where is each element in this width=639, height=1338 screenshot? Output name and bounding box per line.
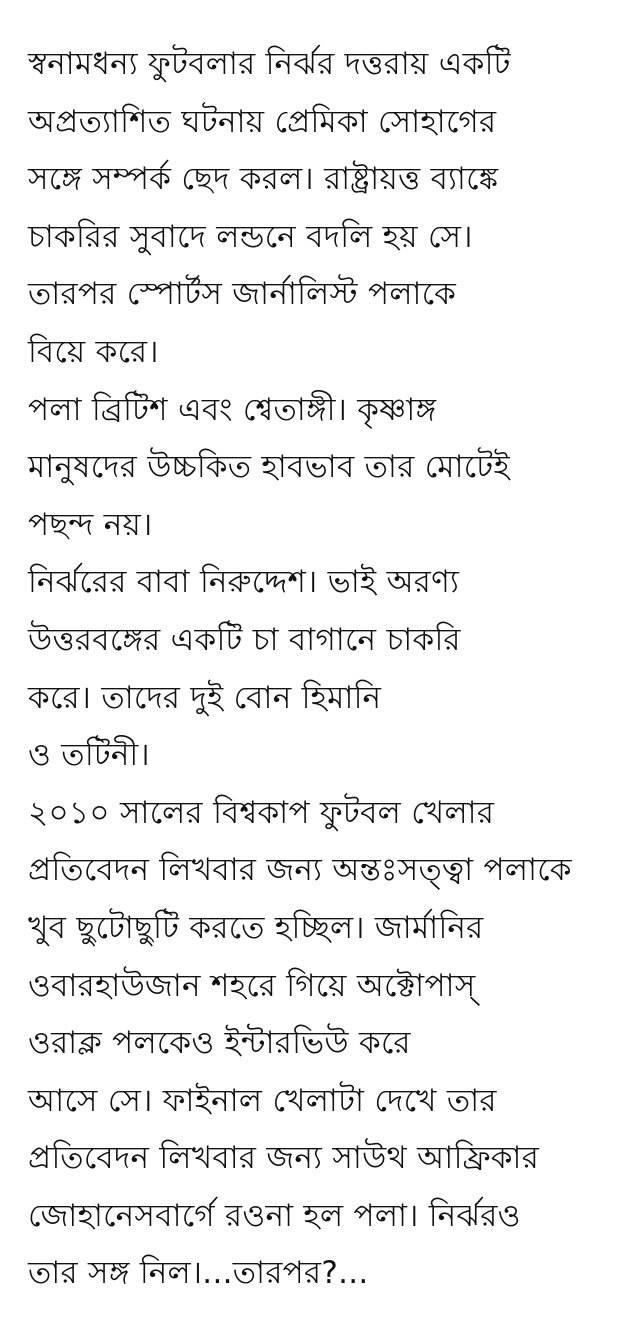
text-line: তার সঙ্গ নিল।...তারপর?... [28,1255,369,1292]
text-line: জোহানেসবার্গে রওনা হল পলা। নির্ঝরও [28,1197,521,1234]
text-line: বিয়ে করে। [28,333,159,370]
text-line: উত্তরবঙ্গের একটি চা বাগানে চাকরি [28,621,461,658]
text-line: সঙ্গে সম্পর্ক ছেদ করল। রাষ্ট্রায়ত্ত ব্যাঙ্কে [28,161,499,198]
text-line: স্বনামধন্য ফুটবলার নির্ঝর দত্তরায় একটি [28,46,511,82]
text-line: খুব ছুটোছুটি করতে হচ্ছিল। জার্মানির [28,909,484,946]
text-line: ওবারহাউজান শহরে গিয়ে অক্টোপাস্ [28,967,476,1004]
text-line: নির্ঝরের বাবা নিরুদ্দেশ। ভাই অরণ্য [28,564,460,601]
text-line: পছন্দ নয়। [28,506,153,543]
text-line: অপ্রত্যাশিত ঘটনায় প্রেমিকা সোহাগের [28,103,497,140]
text-line: পলা ব্রিটিশ এবং শ্বেতাঙ্গী। কৃষ্ণাঙ্গ [28,391,437,428]
text-line: প্রতিবেদন লিখবার জন্য সাউথ আফ্রিকার [28,1140,540,1177]
text-line: আসে সে। ফাইনাল খেলাটা দেখে তার [28,1082,497,1119]
text-line: চাকরির সুবাদে লন্ডনে বদলি হয় সে। [28,218,473,255]
text-line: করে। তাদের দুই বোন হিমানি [28,679,382,716]
text-line: প্রতিবেদন লিখবার জন্য অন্তঃসত্ত্বা পলাকে [28,852,572,889]
text-line: মানুষদের উচ্চকিত হাবভাব তার মোটেই [28,449,510,486]
story-text [28,36,628,1303]
text-line: তারপর স্পোর্টস জার্নালিস্ট পলাকে [28,276,457,313]
text-line: ওরাক্ল পলকেও ইন্টারভিউ করে [28,1025,411,1062]
text-line: ও তটিনী। [28,737,150,774]
text-line: ২০১০ সালের বিশ্বকাপ ফুটবল খেলার [28,794,495,831]
